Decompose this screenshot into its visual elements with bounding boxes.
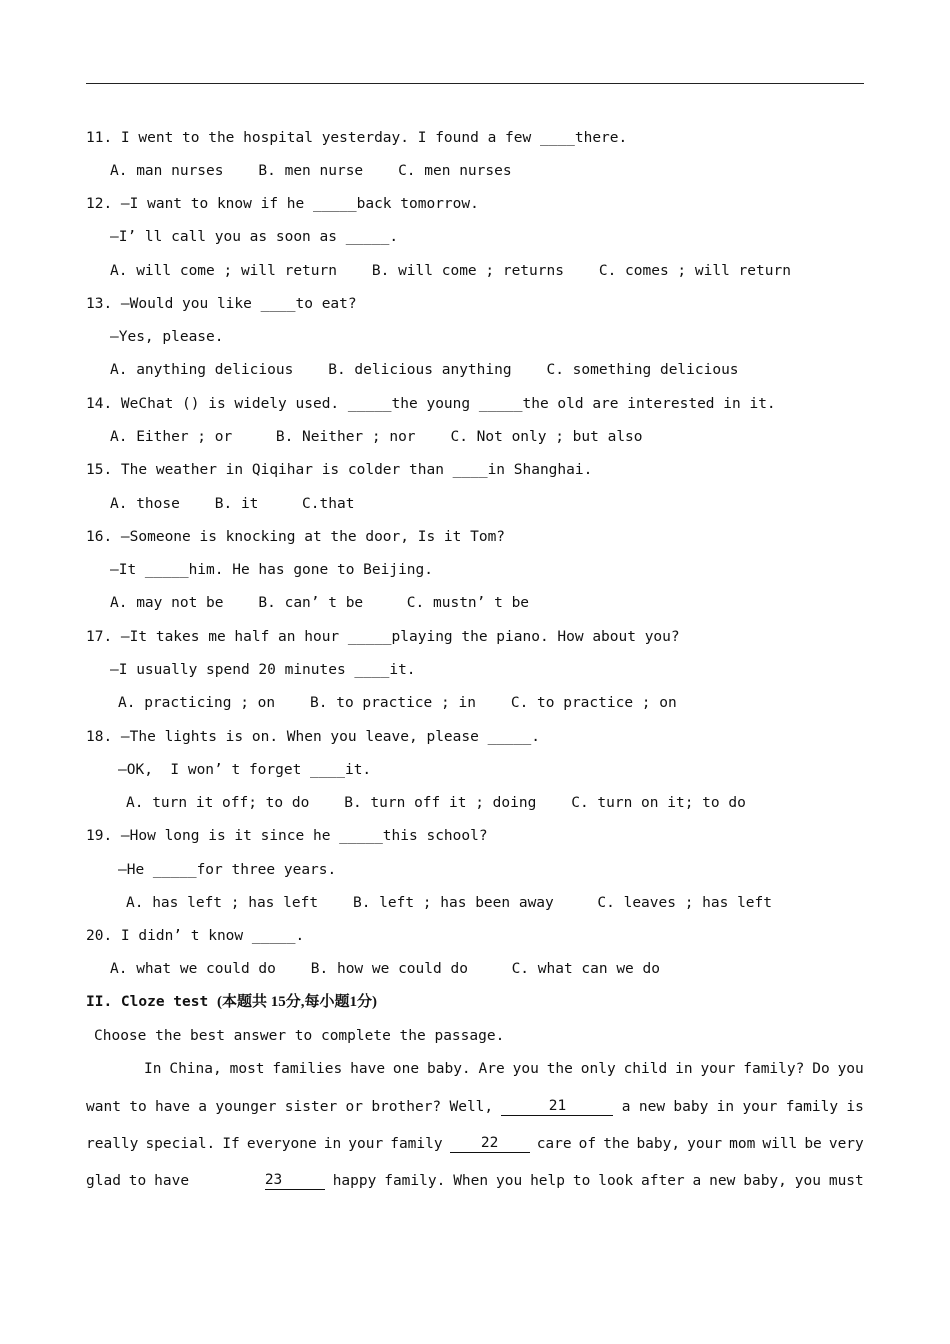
passage-word: only xyxy=(580,1061,616,1077)
q16-stem-reply: —It _____him. He has gone to Beijing. xyxy=(110,562,434,578)
q20-options: A. what we could do B. how we could do C. what can we do xyxy=(110,961,660,977)
q20-stem: 20. I didn’ t know _____. xyxy=(86,928,305,944)
q15-options: A. those B. it C.that xyxy=(110,496,355,512)
passage-word: of xyxy=(578,1136,597,1152)
passage-word: family? xyxy=(743,1061,805,1077)
q14-stem: 14. WeChat () is widely used. _____the young _____the old are interested in it. xyxy=(86,396,776,412)
passage-word: or xyxy=(345,1099,363,1115)
passage-word: you xyxy=(794,1173,821,1189)
q18-stem: 18. —The lights is on. When you leave, please _____. xyxy=(86,729,540,745)
passage-word: a xyxy=(621,1099,631,1115)
passage-word: in xyxy=(323,1136,342,1152)
passage-word: mom xyxy=(729,1136,756,1152)
passage-word: When xyxy=(453,1173,489,1189)
q11-options: A. man nurses B. men nurse C. men nurses xyxy=(110,163,512,179)
passage-word: to xyxy=(128,1173,147,1189)
header-rule xyxy=(86,83,864,84)
passage-word: be xyxy=(804,1136,822,1152)
passage-word: help xyxy=(530,1173,565,1189)
section-heading-score: (本题共 15分,每小题1分) xyxy=(216,994,377,1010)
passage-word: everyone xyxy=(246,1136,317,1152)
q13-options: A. anything delicious B. delicious anything C. something delicious xyxy=(110,362,739,378)
passage-word: in xyxy=(675,1061,693,1077)
passage-word: have xyxy=(154,1173,190,1189)
passage-line-3 xyxy=(86,1135,864,1153)
q12-options: A. will come ; will return B. will come ; returns C. comes ; will return xyxy=(110,263,791,279)
passage-word: Well, xyxy=(449,1099,494,1115)
q19-stem: 19. —How long is it since he _____this school? xyxy=(86,828,488,844)
passage-word: baby, xyxy=(636,1136,681,1152)
passage-word: will xyxy=(762,1136,798,1152)
section-heading-en: II. Cloze test xyxy=(86,994,209,1010)
q19-options: A. has left ; has left B. left ; has been away C. leaves ; has left xyxy=(126,895,773,911)
q16-stem: 16. —Someone is knocking at the door, Is it Tom? xyxy=(86,529,506,545)
passage-word: is xyxy=(846,1099,864,1115)
q11-stem: 11. I went to the hospital yesterday. I found a few ____there. xyxy=(86,130,628,146)
passage-word: must xyxy=(828,1173,864,1189)
passage-word: family xyxy=(390,1136,443,1152)
passage-line-4 xyxy=(86,1172,864,1190)
q13-stem: 13. —Would you like ____to eat? xyxy=(86,296,357,312)
passage-word: younger xyxy=(215,1099,277,1115)
q17-stem-reply: —I usually spend 20 minutes ____it. xyxy=(110,662,416,678)
passage-word: brother? xyxy=(371,1099,442,1115)
q16-options: A. may not be B. can’ t be C. mustn’ t be xyxy=(110,595,530,611)
passage-word: very xyxy=(828,1136,864,1152)
passage-word: one xyxy=(392,1061,420,1077)
passage-word: you xyxy=(512,1061,539,1077)
passage-word: care xyxy=(536,1136,572,1152)
passage-word: want xyxy=(86,1099,121,1115)
passage-word: baby, xyxy=(743,1173,787,1189)
passage-word: in xyxy=(716,1099,735,1115)
spacer xyxy=(197,1172,257,1190)
passage-word: family. xyxy=(384,1173,446,1189)
passage-word: If xyxy=(222,1136,240,1152)
passage-word: new xyxy=(709,1173,736,1189)
passage-word: child xyxy=(623,1061,668,1077)
passage-word: most xyxy=(229,1061,265,1077)
q12-stem: 12. —I want to know if he _____back tomorrow. xyxy=(86,196,479,212)
passage-word: baby. xyxy=(427,1061,471,1077)
section-heading xyxy=(86,993,377,1011)
passage-word: you xyxy=(496,1173,523,1189)
passage-word: your xyxy=(700,1061,736,1077)
passage-word: after xyxy=(641,1173,685,1189)
passage-word: China, xyxy=(169,1061,222,1077)
passage-word: happy xyxy=(332,1173,377,1189)
passage-word: to xyxy=(572,1173,591,1189)
passage-word: the xyxy=(603,1136,630,1152)
q18-options: A. turn it off; to do B. turn off it ; doing C. turn on it; to do xyxy=(126,795,746,811)
passage-word: new xyxy=(638,1099,666,1115)
passage-word: glad xyxy=(86,1173,121,1189)
passage-word: to xyxy=(129,1099,147,1115)
passage-word: special. xyxy=(145,1136,216,1152)
passage-word: really xyxy=(86,1136,139,1152)
passage-word: your xyxy=(742,1099,778,1115)
passage-word: a xyxy=(198,1099,208,1115)
passage-word: sister xyxy=(284,1099,338,1115)
passage-word: your xyxy=(348,1136,384,1152)
q18-stem-reply: —OK, I won’ t forget ____it. xyxy=(118,762,372,778)
passage-word: Are xyxy=(478,1061,505,1077)
passage-word: In xyxy=(144,1061,162,1077)
passage-word: families xyxy=(272,1061,343,1077)
q17-stem: 17. —It takes me half an hour _____playing the piano. How about you? xyxy=(86,629,680,645)
q17-options: A. practicing ; on B. to practice ; in C. to practice ; on xyxy=(118,695,677,711)
passage-word: Do xyxy=(812,1061,830,1077)
section-instruction: Choose the best answer to complete the passage. xyxy=(94,1028,505,1044)
passage-line-2 xyxy=(86,1098,864,1116)
passage-word: you xyxy=(837,1061,864,1077)
passage-line-1 xyxy=(144,1060,864,1078)
passage-word: family xyxy=(785,1099,839,1115)
passage-word: a xyxy=(692,1173,702,1189)
q13-stem-reply: —Yes, please. xyxy=(110,329,224,345)
cloze-blank-21[interactable]: 21 xyxy=(501,1098,613,1116)
passage-word: have xyxy=(155,1099,190,1115)
q15-stem: 15. The weather in Qiqihar is colder than ____in Shanghai. xyxy=(86,462,593,478)
q14-options: A. Either ; or B. Neither ; nor C. Not only ; but also xyxy=(110,429,643,445)
q12-stem-reply: —I’ ll call you as soon as _____. xyxy=(110,229,399,245)
passage-word: baby xyxy=(673,1099,709,1115)
cloze-blank-22[interactable]: 22 xyxy=(450,1135,530,1153)
passage-word: have xyxy=(350,1061,386,1077)
passage-word: the xyxy=(546,1061,573,1077)
passage-word: your xyxy=(687,1136,723,1152)
q19-stem-reply: —He _____for three years. xyxy=(118,862,337,878)
cloze-blank-23[interactable]: 23 xyxy=(265,1172,325,1190)
passage-word: look xyxy=(598,1173,634,1189)
